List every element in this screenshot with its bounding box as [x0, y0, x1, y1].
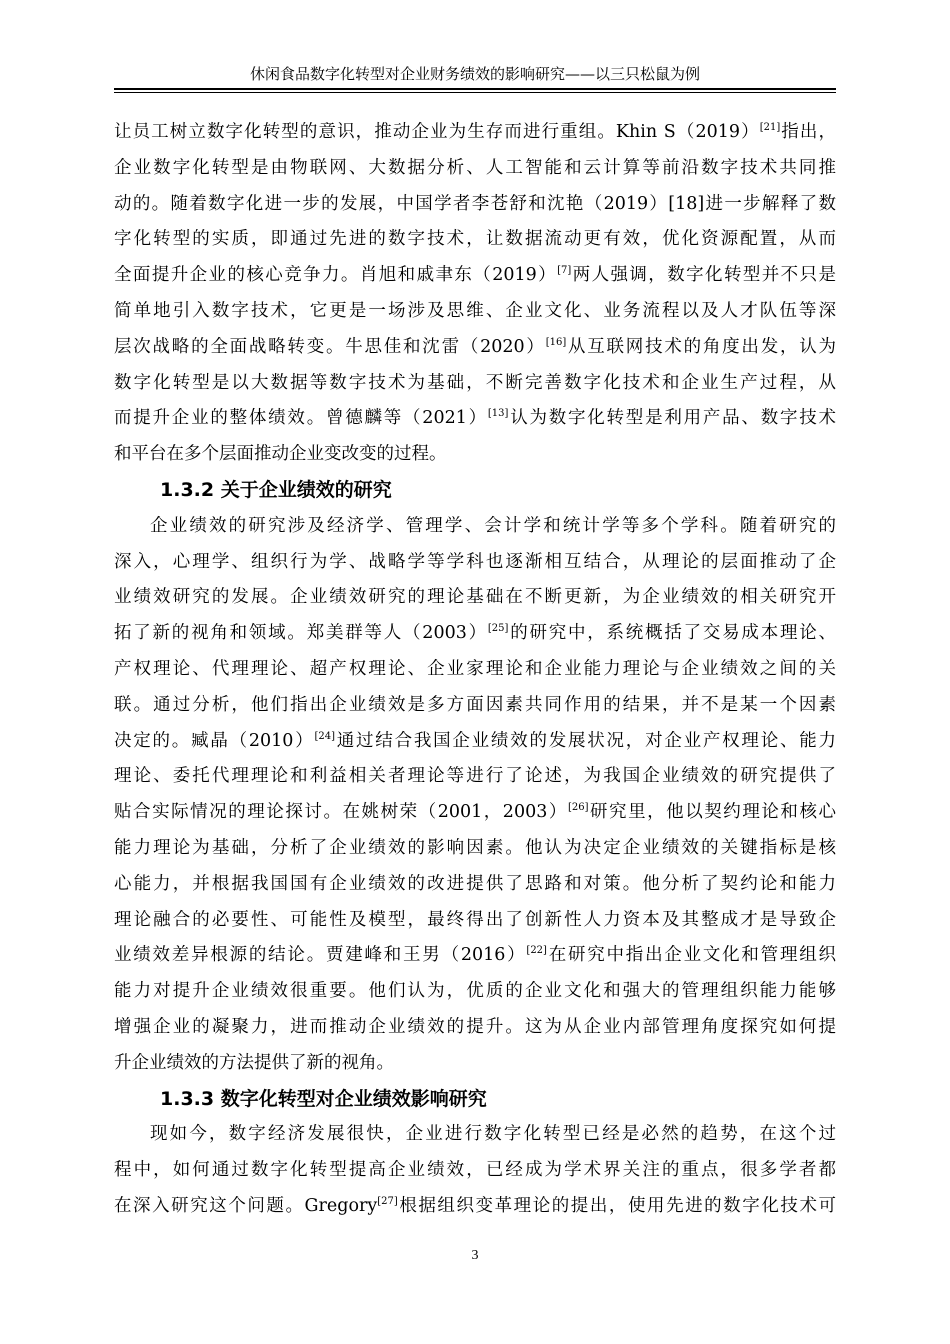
line-text: 理论融合的必要性、可能性及模型，最终得出了创新性人力资本及其整成才是导致企	[114, 909, 836, 930]
line-text-after-citation: 认为数字化转型是利用产品、数字技术	[508, 408, 836, 429]
text-line	[114, 330, 836, 366]
line-text: 深入，心理学、组织行为学、战略学等学科也逐渐相互结合，从理论的层面推动了企	[114, 551, 836, 572]
line-text: 字化转型的实质，即通过先进的数字技术，让数据流动更有效，优化资源配置，从而	[114, 229, 836, 250]
text-line	[114, 115, 836, 151]
line-text-after-citation: 根据组织变革理论的提出，使用先进的数字化技术可	[397, 1195, 836, 1216]
line-text-after-citation: 指出，	[780, 122, 836, 142]
body-text	[114, 115, 836, 1225]
line-text-after-citation: 在研究中指出企业文化和管理组织	[546, 945, 836, 966]
citation-superscript: [7]	[557, 265, 572, 277]
line-text: 能力理论为基础，分析了企业绩效的影响因素。他认为决定企业绩效的关键指标是核	[114, 837, 836, 858]
text-line	[114, 187, 836, 223]
header-rule-thin	[114, 92, 836, 93]
text-line	[114, 258, 836, 294]
line-text: 程中，如何通过数字化转型提高企业绩效，已经成为学术界关注的重点，很多学者都	[114, 1160, 836, 1181]
citation-superscript: [21]	[759, 122, 781, 133]
paragraph-1-3-3	[114, 1117, 836, 1224]
line-text: 能力对提升企业绩效很重要。他们认为，优质的企业文化和强大的管理组织能力能够	[114, 981, 836, 1002]
line-text: 动的。随着数字化进一步的发展，中国学者李苍舒和沈艳（2019）[18]进一步解释了数	[114, 193, 836, 214]
line-text: 贴合实际情况的理论探讨。在姚树荣（2001，2003）	[114, 802, 568, 823]
citation-superscript: [22]	[526, 945, 547, 957]
text-line	[114, 401, 836, 437]
line-text: 增强企业的凝聚力，进而推动企业绩效的提升。这为从企业内部管理角度探究如何提	[114, 1016, 836, 1037]
text-line	[114, 831, 836, 867]
text-line	[114, 1010, 836, 1046]
text-line	[114, 545, 836, 581]
line-text: 现如今，数字经济发展很快，企业进行数字化转型已经是必然的趋势，在这个过	[150, 1124, 836, 1145]
citation-superscript: [27]	[377, 1195, 398, 1207]
line-text: 理论、委托代理理论和利益相关者理论等进行了论述，为我国企业绩效的研究提供了	[114, 766, 836, 787]
text-line	[114, 795, 836, 831]
line-text: 而提升企业的整体绩效。曾德麟等（2021）	[114, 408, 488, 429]
text-line	[114, 222, 836, 258]
text-line	[114, 366, 836, 402]
citation-superscript: [25]	[487, 623, 509, 635]
text-line	[114, 903, 836, 939]
citation-superscript: [26]	[567, 802, 589, 814]
section-heading-1-3-2: 1.3.2 关于企业绩效的研究	[160, 478, 392, 501]
line-text: 升企业绩效的方法提供了新的视角。	[114, 1052, 394, 1073]
citation-superscript: [16]	[545, 336, 567, 348]
text-line	[114, 437, 836, 473]
text-line	[114, 294, 836, 330]
text-line	[114, 580, 836, 616]
page-number: 3	[471, 1248, 479, 1263]
line-text: 企业数字化转型是由物联网、大数据分析、人工智能和云计算等前沿数字技术共同推	[114, 157, 836, 178]
paragraph-1-3-2	[114, 509, 836, 1082]
text-line	[114, 616, 836, 652]
text-line	[114, 867, 836, 903]
text-line	[114, 652, 836, 688]
line-text: 和平台在多个层面推动企业变改变的过程。	[114, 444, 447, 465]
citation-superscript: [24]	[314, 730, 335, 742]
text-line	[114, 1189, 836, 1225]
line-text: 产权理论、代理理论、超产权理论、企业家理论和企业能力理论与企业绩效之间的关	[114, 658, 836, 679]
text-line	[114, 1046, 836, 1082]
line-text: 拓了新的视角和领域。郑美群等人（2003）	[114, 623, 488, 644]
citation-superscript: [13]	[487, 408, 509, 420]
text-line	[114, 509, 836, 545]
text-line	[114, 688, 836, 724]
line-text: 在深入研究这个问题。Gregory	[114, 1195, 378, 1216]
text-line	[114, 151, 836, 187]
text-line	[114, 1117, 836, 1153]
paragraph-1	[114, 115, 836, 473]
text-line	[114, 759, 836, 795]
text-line	[114, 1153, 836, 1189]
line-text-after-citation: 两人强调，数字化转型并不只是	[571, 265, 836, 286]
text-line	[114, 974, 836, 1010]
line-text: 层次战略的全面战略转变。牛思佳和沈雷（2020）	[114, 336, 546, 357]
line-text: 企业绩效的研究涉及经济学、管理学、会计学和统计学等多个学科。随着研究的	[150, 515, 836, 536]
line-text-after-citation: 的研究中，系统概括了交易成本理论、	[508, 623, 836, 644]
line-text-after-citation: 通过结合我国企业绩效的发展状况，对企业产权理论、能力	[335, 730, 836, 751]
line-text: 数字化转型是以大数据等数字技术为基础，不断完善数字化技术和企业生产过程，从	[114, 372, 836, 393]
header-rule-thick	[114, 88, 836, 90]
line-text: 让员工树立数字化转型的意识，推动企业为生存而进行重组。Khin S（2019）	[114, 122, 760, 142]
line-text: 简单地引入数字技术，它更是一场涉及思维、企业文化、业务流程以及人才队伍等深	[114, 300, 836, 321]
line-text: 全面提升企业的核心竞争力。肖旭和戚聿东（2019）	[114, 265, 558, 286]
line-text: 联。通过分析，他们指出企业绩效是多方面因素共同作用的结果，并不是某一个因素	[114, 694, 836, 715]
line-text: 业绩效研究的发展。企业绩效研究的理论基础在不断更新，为企业绩效的相关研究开	[114, 587, 836, 608]
line-text-after-citation: 从互联网技术的角度出发，认为	[566, 336, 837, 357]
text-line	[114, 938, 836, 974]
text-line	[114, 724, 836, 760]
running-header: 休闲食品数字化转型对企业财务绩效的影响研究——以三只松鼠为例	[249, 65, 700, 83]
line-text: 业绩效差异根源的结论。贾建峰和王男（2016）	[114, 945, 527, 966]
line-text: 心能力，并根据我国国有企业绩效的改进提供了思路和对策。他分析了契约论和能力	[114, 873, 836, 894]
line-text: 决定的。臧晶（2010）	[114, 730, 315, 751]
line-text-after-citation: 研究里，他以契约理论和核心	[588, 802, 836, 823]
section-heading-1-3-3: 1.3.3 数字化转型对企业绩效影响研究	[160, 1087, 487, 1110]
